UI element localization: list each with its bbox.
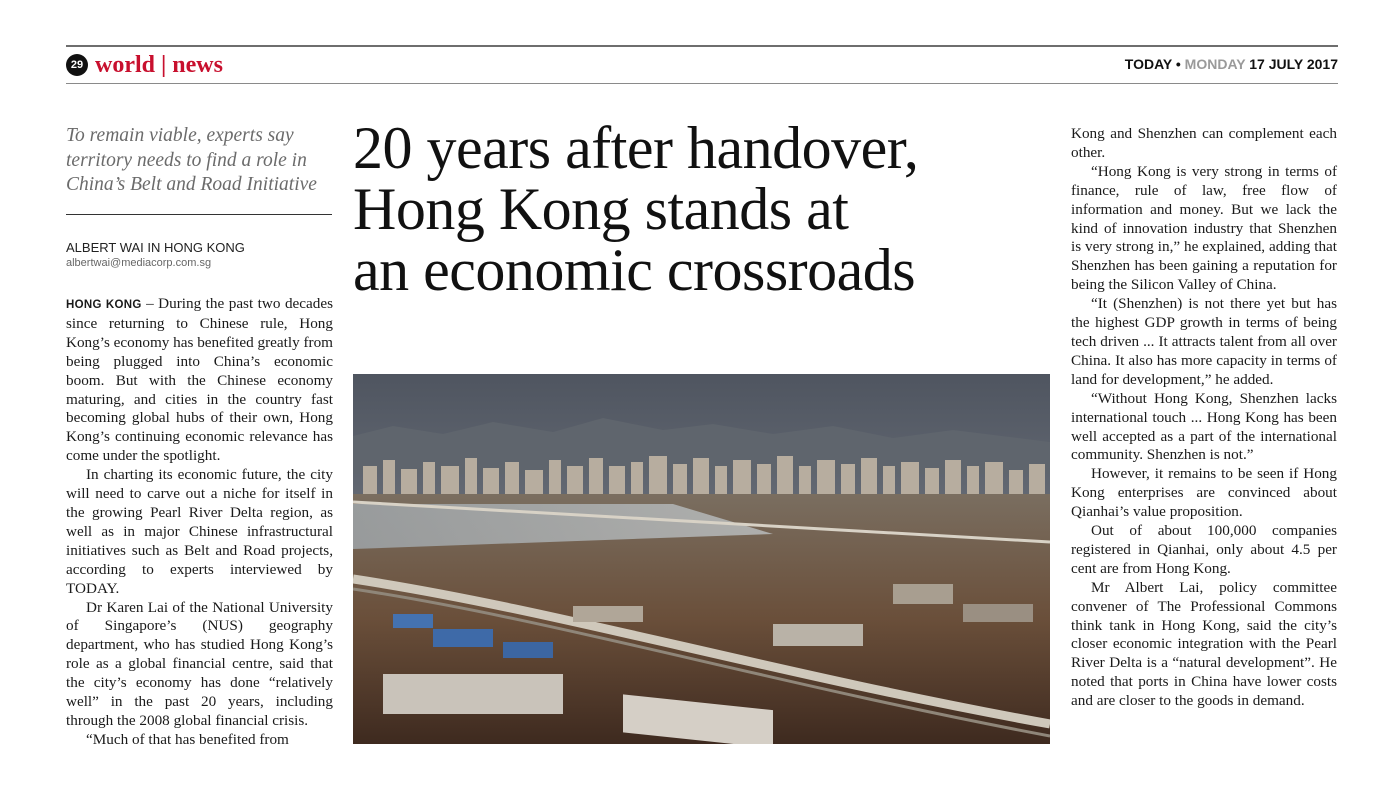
body-paragraph: However, it remains to be seen if Hong Kong enterprises are convinced about Qianhai’s value proposition. xyxy=(1071,465,1337,521)
headline-line: an economic crossroads xyxy=(353,237,916,303)
masthead: TODAY xyxy=(1124,56,1172,72)
body-paragraph: “Hong Kong is very strong in terms of finance, rule of law, free flow of information and money. But we lack the kind of innovation industry that Shenzhen is very strong in,” he explained, adding that Shenzhen has been gaining a reputation for being the Silicon Valley of China. xyxy=(1071,162,1337,294)
body-paragraph: “It (Shenzhen) is not there yet but has the highest GDP growth in terms of being tech driven ... It attracts talent from all over China. It also has more capacity in terms of land for development,” he added. xyxy=(1071,295,1337,388)
article-photo xyxy=(353,374,1050,744)
author-email[interactable]: albertwai@mediacorp.com.sg xyxy=(66,257,212,269)
section-label: world | news xyxy=(95,52,223,78)
body-paragraph: In charting its economic future, the city will need to carve out a niche for itself in the growing Pearl River Delta region, as well as in major Chinese infrastructural initiatives such as Belt and Road projects, according to experts interviewed by TODAY. xyxy=(66,466,333,597)
body-paragraph: Mr Albert Lai, policy committee convener of The Professional Commons think tank in Hong Kong, said the city’s closer economic integration with the Pearl River Delta is a “natural development”. He noted that ports in China have lower costs and are closer to the goods in demand. xyxy=(1071,578,1337,710)
dateline: HONG KONG xyxy=(66,299,142,311)
dateline-dash: – xyxy=(141,295,159,312)
page-header-left xyxy=(66,51,223,79)
page-number-badge: 29 xyxy=(66,54,88,76)
masthead-separator: • xyxy=(1175,56,1181,72)
body-paragraph: Dr Karen Lai of the National University of Singapore’s (NUS) geography department, who has studied Hong Kong’s role as a global financial centre, said that the city’s economy has done “relatively well” in the past 20 years, including through the 2008 global financial crisis. xyxy=(66,598,333,729)
headline-line: Hong Kong stands at xyxy=(353,176,849,242)
headline-line: 20 years after handover, xyxy=(353,115,919,181)
issue-date: 17 JULY 2017 xyxy=(1249,56,1338,72)
page-header-right xyxy=(1125,55,1338,73)
body-paragraph: “Without Hong Kong, Shenzhen lacks international touch ... Hong Kong has been well accepted as a part of the international community. Shenzhen is not.” xyxy=(1071,389,1337,464)
cityscape-photo xyxy=(353,374,1050,744)
article-column-1 xyxy=(66,295,333,750)
article-column-3 xyxy=(1071,125,1337,711)
lead-text: During the past two decades since returning to Chinese rule, Hong Kong’s economy has benefited greatly from being plugged into China’s economic boom. But with the Chinese economy maturing, and cities in the country fast becoming global hubs of their own, Hong Kong’s continuing economic relevance has come under the spotlight. xyxy=(66,295,334,465)
standfirst: To remain viable, experts say territory needs to find a role in China’s Belt and Road Initiative xyxy=(66,125,317,195)
headline xyxy=(353,115,1053,303)
body-paragraph: Out of about 100,000 companies registered in Qianhai, only about 4.5 per cent are from Hong Kong. xyxy=(1071,522,1337,577)
body-paragraph: “Much of that has benefited from xyxy=(86,730,289,748)
issue-day: MONDAY xyxy=(1184,56,1246,72)
byline: ALBERT WAI IN HONG KONG xyxy=(66,240,245,255)
header-top-rule xyxy=(66,45,1338,47)
header-bottom-rule xyxy=(66,83,1338,84)
body-paragraph-continued: Kong and Shenzhen can complement each other. xyxy=(1071,125,1337,161)
standfirst-rule xyxy=(66,214,332,215)
lead-paragraph xyxy=(66,295,333,466)
